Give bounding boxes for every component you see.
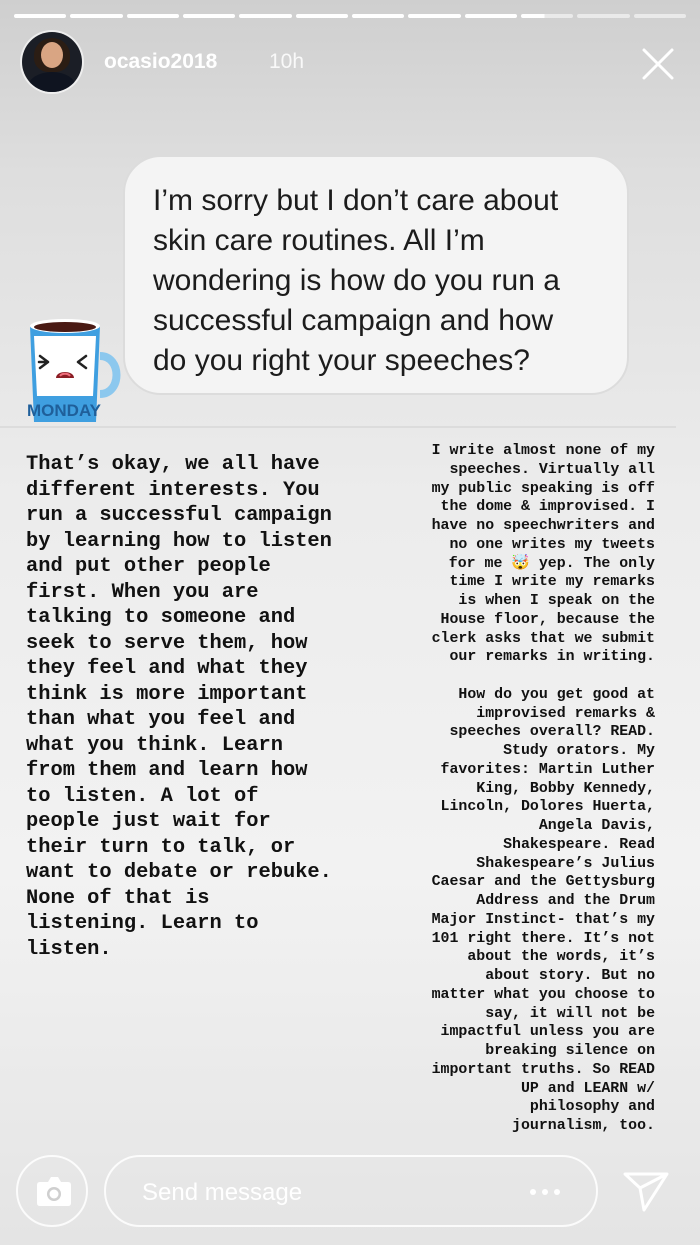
more-icon[interactable] xyxy=(530,1189,560,1195)
progress-segment xyxy=(14,14,66,18)
progress-segment xyxy=(521,14,573,18)
progress-segment xyxy=(408,14,460,18)
progress-segment xyxy=(70,14,122,18)
story-header xyxy=(22,32,678,94)
send-message-placeholder: Send message xyxy=(142,1179,303,1206)
post-time: 10h xyxy=(269,50,305,73)
username[interactable]: ocasio2018 xyxy=(104,50,218,73)
camera-button[interactable] xyxy=(16,1155,88,1227)
close-icon[interactable] xyxy=(638,44,678,84)
question-bubble xyxy=(123,155,629,395)
progress-segment xyxy=(183,14,235,18)
question-text: I’m sorry but I don’t care about skin care routines. All I’m wondering is how do you run a successful campaign and how do you right your speeches? xyxy=(153,184,560,377)
progress-segment xyxy=(127,14,179,18)
camera-icon xyxy=(18,1157,90,1229)
answer-right-text: I write almost none of my speeches. Virtually all my public speaking is off the dome & improvised. I have no speechwriters and no one writes my tweets for me 🤯 yep. The only time I write my remarks is when I speak on the House floor, because the clerk asks that we submit our remarks in writing. How do you get good at improvised remarks & speeches overall? READ. Study orators. My favorites: Martin Luther King, Bobby Kennedy, Lincoln, Dolores Huerta, Angela Davis, Shakespeare. Read Shakespeare’s Julius Caesar and the Gettysburg Address and the Drum Major Instinct- that’s my 101 right there. It’s not about the words, it’s about story. But no matter what you choose to say, it will not be impactful unless you are breaking silence on important truths. So READ UP and LEARN w/ philosophy and journalism, too. xyxy=(431,443,655,1134)
story-progress-bar xyxy=(14,14,686,18)
monday-mug-sticker xyxy=(26,316,126,428)
reply-bar xyxy=(0,1155,700,1231)
answer-left-text: That’s okay, we all have different interests. You run a successful campaign by learning how to listen and put other people first. When you are talking to someone and seek to serve them, how they feel and what they think is more important than what you feel and what you think. Learn from them and learn how to listen. A lot of people just wait for their turn to talk, or want to debate or rebuke. None of that is listening. Learn to listen. xyxy=(26,453,332,961)
avatar[interactable] xyxy=(22,32,82,92)
send-message-input[interactable] xyxy=(104,1155,598,1227)
divider xyxy=(0,426,676,428)
progress-segment xyxy=(352,14,404,18)
progress-segment xyxy=(296,14,348,18)
progress-segment xyxy=(634,14,686,18)
progress-segment xyxy=(239,14,291,18)
progress-segment xyxy=(577,14,629,18)
sticker-label: MONDAY xyxy=(27,401,101,420)
progress-segment xyxy=(465,14,517,18)
send-icon[interactable] xyxy=(622,1169,670,1213)
